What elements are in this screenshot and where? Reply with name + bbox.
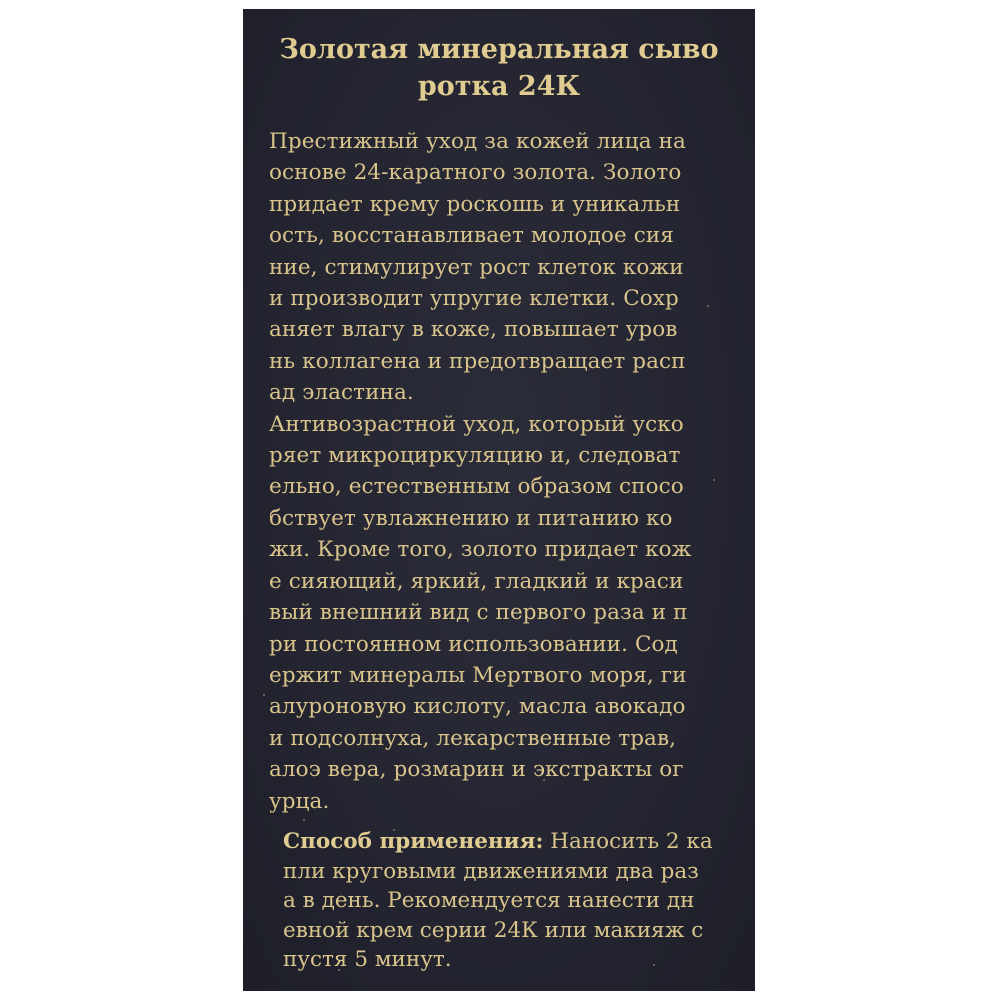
usage-label: Способ применения: [283,829,544,854]
description-line: ряет микроциркуляцию и, следоват [269,443,681,469]
description-line: вый внешний вид с первого раза и п [269,600,688,626]
usage-line: а в день. Рекомендуется нанести дн [283,888,695,913]
description-line: придает крему роскошь и уникальн [269,191,681,217]
description-line: Престижный уход за кожей лица на [269,129,686,154]
product-title [243,31,755,105]
product-info-card [243,9,755,991]
description-line: и подсолнуха, лекарственные трав, [269,725,677,751]
usage-line: пустя 5 минут. [283,947,452,972]
gold-speck [263,694,265,696]
description-line: ельно, естественным образом спосо [269,474,684,500]
usage-line: пли круговыми движениями два раз [283,858,699,884]
description-line: ри постоянном использовании. Сод [269,631,678,657]
gold-speck [303,819,305,821]
title-line-2: ротка 24К [417,71,581,102]
description-line: ние, стимулирует рост клеток кожи [269,254,684,280]
description-line: Антивозрастной уход, который уско [269,411,684,437]
description-line: е сияющий, яркий, гладкий и краси [269,568,684,594]
description-line: ад эластина. [269,380,414,406]
usage-line-1 [283,827,743,857]
description-line: ержит минералы Мертвого моря, ги [269,662,687,688]
description-line: нь коллагена и предотвращает расп [269,348,686,374]
description-line: основе 24-каратного золота. Золото [269,160,682,186]
description-line: урца. [269,788,330,814]
description-line: алоэ вера, розмарин и экстракты ог [269,757,684,783]
usage-line-1-text: Наносить 2 ка [543,829,713,854]
title-line-1: Золотая минеральная сыво [279,34,719,65]
description-line: и производит упругие клетки. Сохр [269,286,679,312]
description-line: ость, восстанавливает молодое сия [269,223,674,249]
description-line: аняет влагу в коже, повышает уров [269,317,678,343]
usage-line: евной крем серии 24К или макияж с [283,917,704,943]
description-line: алуроновую кислоту, масла авокадо [269,694,686,720]
usage-instructions [283,827,743,975]
description-line: бствует увлажнению и питанию ко [269,505,673,531]
description-line: жи. Кроме того, золото придает кож [269,537,692,563]
product-description [269,126,739,817]
